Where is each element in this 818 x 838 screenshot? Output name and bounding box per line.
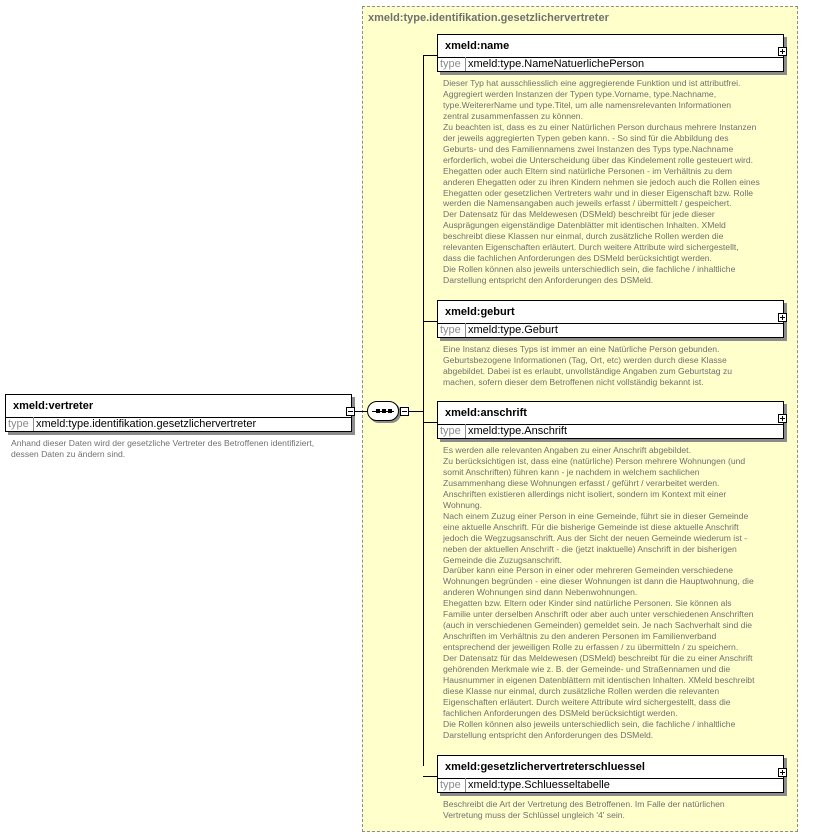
doc-line: Eine Instanz dieses Typs ist immer an eine Natürliche Person gebunden. xyxy=(443,344,720,354)
connector-line xyxy=(355,411,367,412)
element-name: xmeld:anschrift xyxy=(445,407,527,419)
sequence-dot xyxy=(376,409,380,413)
type-divider xyxy=(465,424,466,438)
sequence-collapse-icon[interactable] xyxy=(400,407,409,416)
doc-line: dessen Daten zu ändern sind. xyxy=(11,448,126,459)
root-element-name: xmeld:vertreter xyxy=(13,400,94,412)
doc-line: neben der aktuellen Anschrift - die (jetzt inaktuelle) Anschrift in der bisherigen xyxy=(443,543,737,554)
doc-line: Ehegatten oder gesetzlichen Vertreters wahr und in dieser Eigenschaft bzw. Rolle xyxy=(443,187,754,198)
root-type-label: type xyxy=(8,418,29,430)
type-value: xmeld:type.Schluesseltabelle xyxy=(468,779,610,791)
root-doc xyxy=(11,438,314,460)
element-name: xmeld:geburt xyxy=(445,306,515,318)
doc-line: abgebildet. Dabei ist es erlaubt, unvollständige Angaben zum Geburtstag zu xyxy=(443,365,733,376)
doc-line: Dieser Typ hat ausschliesslich eine aggregierende Funktion und ist attributfrei. xyxy=(443,78,741,88)
doc-line: somit Anschriften) führen kann - je nachdem in welchem sachlichen xyxy=(443,466,700,477)
doc-line: Es werden alle relevanten Angaben zu einer Anschrift abgebildet. xyxy=(443,445,691,455)
doc-line: Hausnummer in eigenen Datenblättern mit identischen Inhalten. XMeld beschreibt xyxy=(443,675,755,686)
root-type-divider xyxy=(33,417,34,431)
element-doc xyxy=(443,78,760,286)
doc-line: fachlichen Anforderungen des DSMeld berücksichtigt werden. xyxy=(443,707,678,718)
doc-line: Wohnungen begründen - eine dieser Wohnungen ist dann die Hauptwohnung, die xyxy=(443,576,754,587)
sequence-dot xyxy=(388,409,392,413)
expand-icon[interactable] xyxy=(778,313,787,322)
doc-line: Vertretung muss der Schlüssel ungleich '4' sein. xyxy=(443,809,625,820)
doc-line: Zu berücksichtigen ist, dass eine (natürliche) Person mehrere Wohnungen (und xyxy=(443,455,746,466)
doc-line: Geburtsbezogene Informationen (Tag, Ort, etc) werden durch diese Klasse xyxy=(443,354,727,365)
connector-line xyxy=(423,55,424,766)
doc-line: entsprechend der jeweiligen Rolle zu erfassen / zu übermitteln / zu speichern. xyxy=(443,642,739,653)
doc-line: Anhand dieser Daten wird der gesetzliche Vertreter des Betroffenen identifiziert, xyxy=(11,438,315,448)
doc-line: Die Rollen können also jeweils unterschiedlich sein, die fachliche / inhaltliche xyxy=(443,264,736,275)
child-element-geburt[interactable] xyxy=(437,300,784,338)
doc-line: Geburts- und des Familiennamens zwei Instanzen des Typs type.Nachname xyxy=(443,143,734,154)
doc-line: Der Datensatz für das Meldewesen (DSMeld) beschreibt für die zu einer Anschrift xyxy=(443,653,753,664)
expand-icon[interactable] xyxy=(778,47,787,56)
connector-line xyxy=(423,321,437,322)
element-name: xmeld:name xyxy=(445,40,510,52)
child-element-anschrift[interactable] xyxy=(437,401,784,439)
root-type-value: xmeld:type.identifikation.gesetzlichervertreter xyxy=(36,418,257,430)
type-divider xyxy=(465,778,466,792)
sequence-dot xyxy=(382,409,386,413)
element-doc xyxy=(443,445,754,741)
doc-line: Zu beachten ist, dass es zu einer Natürlichen Person durchaus mehrere Instanzen xyxy=(443,121,757,132)
sequence-compositor-icon[interactable] xyxy=(367,401,399,421)
type-value: xmeld:type.NameNatuerlichePerson xyxy=(468,58,645,70)
doc-line: anderen Wohnungen sind dann Nebenwohnungen. xyxy=(443,587,638,598)
root-collapse-icon[interactable] xyxy=(346,407,355,416)
doc-line: Darstellung entspricht den Anforderungen des DSMeld. xyxy=(443,729,654,740)
type-value: xmeld:type.Anschrift xyxy=(468,425,568,437)
type-label: type xyxy=(440,58,461,70)
expand-icon[interactable] xyxy=(778,414,787,423)
element-name: xmeld:gesetzlichervertreterschluessel xyxy=(445,761,645,773)
doc-line: Nach einem Zuzug einer Person in eine Gemeinde, führt sie in dieser Gemeinde xyxy=(443,510,749,521)
doc-line: eine aktuelle Anschrift. Für die bisherige Gemeinde ist diese aktuelle Anschrift xyxy=(443,521,739,532)
doc-line: relevanten Eigenschaften erläutert. Durch weitere Attribute wird sichergestellt, xyxy=(443,242,739,253)
doc-line: Anschriften im Verhältnis zu den anderen Personen im Familienverband xyxy=(443,631,717,642)
connector-line xyxy=(423,55,437,56)
doc-line: Anschriften existieren allerdings nicht isoliert, sondern im Kontext mit einer xyxy=(443,488,727,499)
element-doc xyxy=(443,344,732,388)
doc-line: Beschreibt die Art der Vertretung des Betroffenen. Im Falle der natürlichen xyxy=(443,799,725,809)
doc-line: dass die fachlichen Anforderungen des DSMeld berücksichtigt werden. xyxy=(443,253,712,264)
type-value: xmeld:type.Geburt xyxy=(468,324,558,336)
connector-line xyxy=(423,422,437,423)
doc-line: werden die Namensangaben auch jeweils erfasst / übermittelt / gespeichert. xyxy=(443,198,732,209)
doc-line: Familie unter derselben Anschrift oder aber auch unter verschiedenen Anschriften xyxy=(443,609,754,620)
doc-line: diese Klasse nur einmal, durch zusätzliche Rollen werden die relevanten xyxy=(443,685,720,696)
expand-icon[interactable] xyxy=(778,768,787,777)
connector-line xyxy=(423,776,437,777)
doc-line: Aggregiert werden Instanzen der Typen type.Vorname, type.Nachname, xyxy=(443,88,717,99)
doc-line: Ehegatten bzw. Eltern oder Kinder sind natürliche Personen. Sie können als xyxy=(443,598,732,609)
doc-line: anderen Ehegatten oder zu ihren Kindern nehmen sie jedoch auch die Rollen eines xyxy=(443,176,760,187)
doc-line: beschreibt diese Klassen nur einmal, durch zusätzliche Rollen werden die xyxy=(443,231,724,242)
doc-line: Wohnung. xyxy=(443,499,483,510)
doc-line: Der Datensatz für das Meldewesen (DSMeld) beschreibt für jede dieser xyxy=(443,209,715,220)
doc-line: Eigenschaften erläutert. Durch weitere Attribute wird sichergestellt, dass die xyxy=(443,696,731,707)
type-divider xyxy=(465,323,466,337)
doc-line: Darüber kann eine Person in einer oder mehreren Gemeinden verschiedene xyxy=(443,565,733,576)
doc-line: der jeweils aggregierten Typen geben kann. - So sind für die Abbildung des xyxy=(443,132,729,143)
element-doc xyxy=(443,799,725,821)
root-element-box[interactable] xyxy=(5,394,352,432)
doc-line: gehörenden Merkmale wie z. B. der Gemeinde- und Straßennamen und die xyxy=(443,664,731,675)
connector-line xyxy=(409,411,423,412)
doc-line: Darstellung entspricht den Anforderungen des DSMeld. xyxy=(443,275,654,286)
doc-line: type.WeitererName und type.Titel, um alle namensrelevanten Informationen xyxy=(443,99,732,110)
doc-line: jedoch die Wegzugsanschrift. Aus der Sicht der neuen Gemeinde wiederum ist - xyxy=(443,532,748,543)
child-element-gesetzlichervertreterschluessel[interactable] xyxy=(437,755,784,793)
type-label: type xyxy=(440,779,461,791)
type-label: type xyxy=(440,324,461,336)
doc-line: (auch in verschiedenen Gemeinden) gemeldet sein. Je nach Sachverhalt sind die xyxy=(443,620,753,631)
doc-line: Zusammenhang diese Wohnungen erfasst / geführt / verarbeitet werden. xyxy=(443,477,720,488)
doc-line: Ehegatten oder auch Eltern sind natürliche Personen - im Verhältnis zu dem xyxy=(443,165,733,176)
doc-line: Die Rollen können also jeweils unterschiedlich sein, die fachliche / inhaltliche xyxy=(443,718,736,729)
doc-line: Gemeinde die Zuzugsanschrift. xyxy=(443,554,562,565)
doc-line: Ausprägungen eigenständige Datenblätter mit identischen Inhalten. XMeld xyxy=(443,220,726,231)
doc-line: machen, sofern dieser dem Betroffenen nicht vollständig bekannt ist. xyxy=(443,376,704,387)
group-title: xmeld:type.identifikation.gesetzlichervertreter xyxy=(368,12,609,24)
doc-line: zentral zusammenfassen zu können. xyxy=(443,110,583,121)
type-label: type xyxy=(440,425,461,437)
child-element-name[interactable] xyxy=(437,34,784,72)
doc-line: erforderlich, wobei die Unterscheidung über das Kindelement rolle gesteuert wird. xyxy=(443,154,754,165)
type-divider xyxy=(465,57,466,71)
